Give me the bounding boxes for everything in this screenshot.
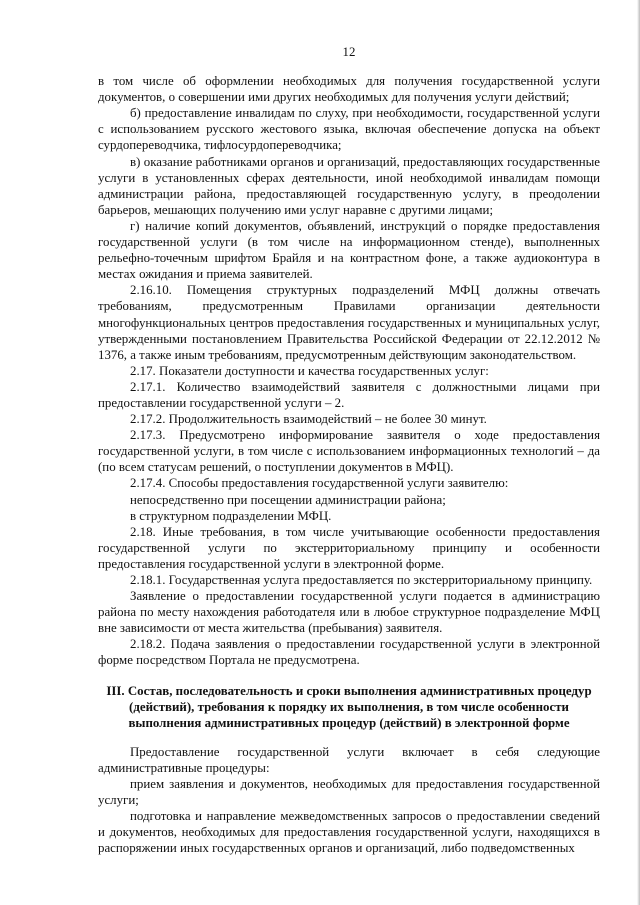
section-heading: III. Состав, последовательность и сроки выполнения административных процедур (действий), требования к порядку их выполнения, в том числе особенности выполнения административных процедур (действий) в электронной форме (106, 683, 592, 730)
paragraph: подготовка и направление межведомственных запросов о предоставлении сведений и документов, необходимых для предоставления государственной услуги, находящихся в распоряжении иных государственных органов и организаций, либо подведомственных (98, 809, 600, 856)
paragraph: б) предоставление инвалидам по слуху, при необходимости, государственной услуги с использованием русского жестового языка, включая обеспечение допуска на объект сурдопереводчика, тифлосурдопереводчика; (98, 106, 600, 153)
body-text-after-section (98, 744, 600, 857)
paragraph: Заявление о предоставлении государственной услуги подается в администрацию района по месту нахождения работодателя или в любое структурное подразделение МФЦ вне зависимости от места жительства (пребывания) заявителя. (98, 589, 600, 636)
paragraph: 2.16.10. Помещения структурных подразделений МФЦ должны отвечать требованиям, предусмотренным Правилами организации деятельности многофункциональных центров предоставления государственных и муниципальных услуг, утвержденными постановлением Правительства Российской Федерации от 22.12.2012 № 1376, а также иным требованиям, предусмотренным действующим законодательством. (98, 283, 600, 362)
paragraph: 2.17. Показатели доступности и качества государственных услуг: (130, 363, 489, 378)
paragraph: 2.17.4. Способы предоставления государственной услуги заявителю: (130, 476, 509, 491)
paragraph: 2.18.1. Государственная услуга предоставляется по экстерриториальному принципу. (130, 573, 593, 587)
paragraph: в структурном подразделении МФЦ. (130, 508, 332, 523)
paragraph: г) наличие копий документов, объявлений, инструкций о порядке предоставления государственной услуги (в том числе на информационном стенде), выполненных рельефно-точечным шрифтом Брайля и на контрастном фоне, а также аудиоконтура в местах ожидания и приема заявителей. (98, 218, 600, 282)
paragraph: в) оказание работниками органов и организаций, предоставляющих государственные услуги в установленных сферах деятельности, иной необходимой инвалидам помощи администрации района, предоставляющей государственную услугу, в преодолении барьеров, мешающих получению ими услуг наравне с другими лицами; (98, 154, 600, 217)
paragraph: Предоставление государственной услуги включает в себя следующие административные процедуры: (98, 744, 600, 775)
paragraph: прием заявления и документов, необходимых для предоставления государственной услуги; (98, 777, 600, 808)
paragraph: непосредственно при посещении администрации района; (130, 492, 446, 507)
paragraph: 2.17.2. Продолжительность взаимодействий – не более 30 минут. (130, 412, 487, 427)
paragraph: 2.18. Иные требования, в том числе учитывающие особенности предоставления государственной услуги по экстерриториальному принципу и особенности предоставления государственной услуги в электронной форме. (98, 524, 600, 571)
body-text-before-section (98, 73, 600, 668)
paragraph: 2.17.3. Предусмотрено информирование заявителя о ходе предоставления государственной услуги, в том числе с использованием информационных технологий – да (по всем статусам решений, о поступлении документов в МФЦ). (98, 428, 600, 475)
paragraph: 2.18.2. Подача заявления о предоставлении государственной услуги в электронной форме посредством Портала не предусмотрена. (98, 637, 600, 668)
paragraph: в том числе об оформлении необходимых для получения государственной услуги документов, о совершении ими других необходимых для получения услуги действий; (98, 74, 600, 105)
page-number: 12 (342, 45, 356, 59)
paragraph: 2.17.1. Количество взаимодействий заявителя с должностными лицами при предоставлении государственной услуги – 2. (98, 379, 600, 410)
section-gap (98, 669, 600, 673)
